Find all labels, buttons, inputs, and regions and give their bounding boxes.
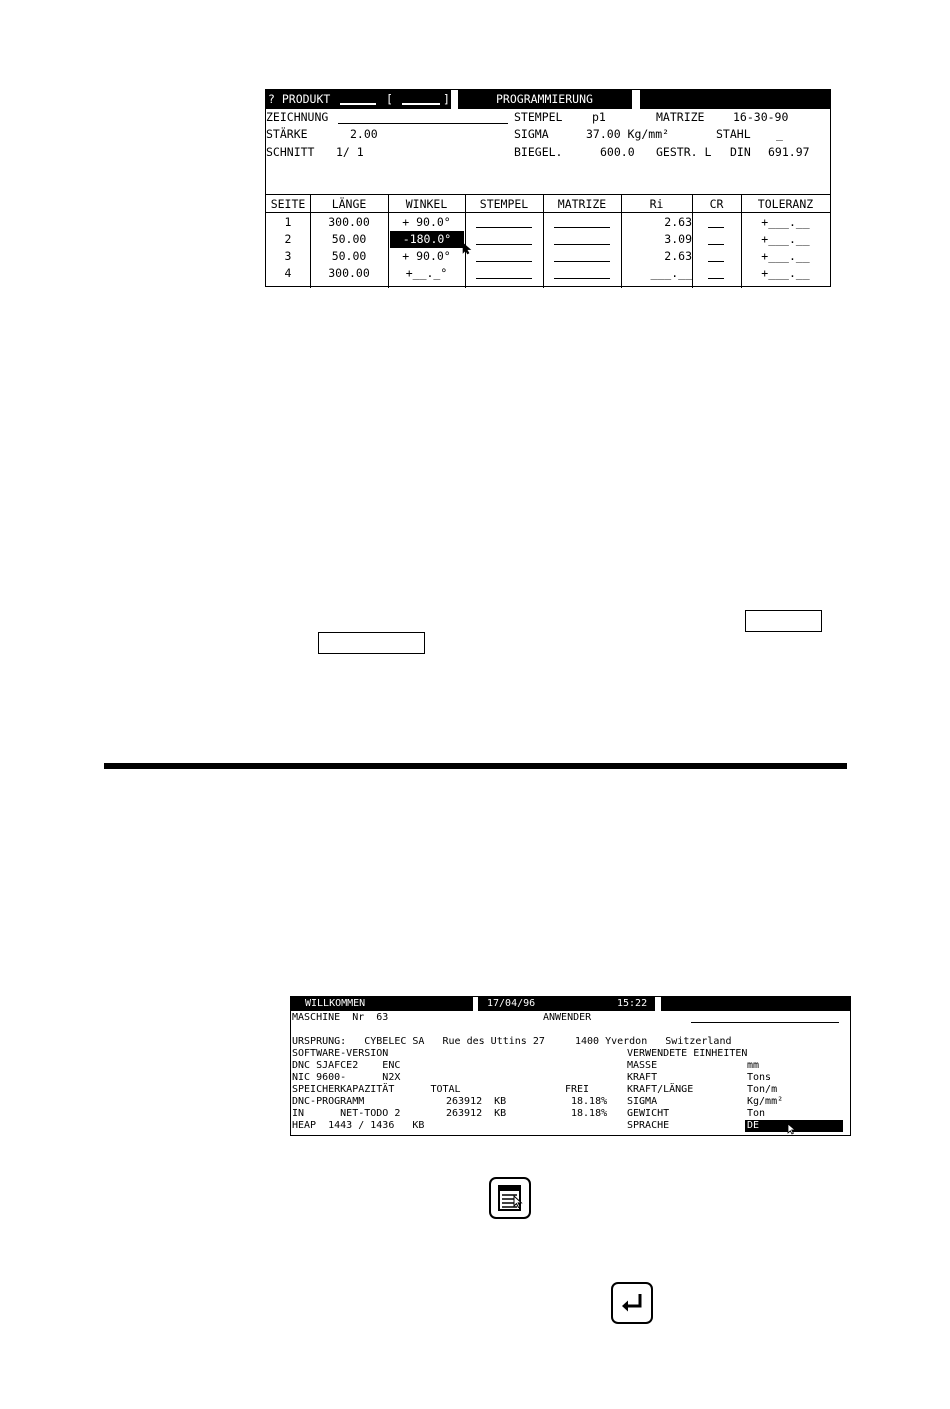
cell-seite: 3 xyxy=(284,249,292,263)
mode-label: PROGRAMMIERUNG xyxy=(496,92,593,106)
produkt-label: ? PRODUKT xyxy=(268,92,331,106)
cell-toleranz[interactable]: +___.__ xyxy=(761,232,810,246)
unit-value-sprache[interactable]: DE xyxy=(747,1120,760,1131)
maschine-line: MASCHINE Nr 63 xyxy=(292,1012,389,1023)
section-divider xyxy=(104,763,847,769)
staerke-value[interactable]: 2.00 xyxy=(350,127,378,141)
in-line: IN NET-TODO 2 xyxy=(292,1108,401,1119)
din-value[interactable]: 691.97 xyxy=(768,145,810,159)
mouse-cursor-icon xyxy=(787,1123,797,1135)
col-header-ri: Ri xyxy=(649,197,664,211)
willkommen-label: WILLKOMMEN xyxy=(305,998,366,1009)
col-header-toleranz: TOLERANZ xyxy=(757,197,814,211)
stempel-label: STEMPEL xyxy=(514,110,563,124)
col-header-cr: CR xyxy=(709,197,724,211)
key-label-box-left xyxy=(318,632,425,654)
dnc-programm-total: 263912 KB xyxy=(446,1096,507,1107)
screen2-title-bar xyxy=(291,997,850,1011)
unit-label-gewicht: GEWICHT xyxy=(627,1108,670,1119)
cell-seite: 2 xyxy=(284,232,292,246)
unit-value-masse[interactable]: mm xyxy=(747,1060,760,1071)
title-gap xyxy=(451,90,458,109)
speicher-line: SPEICHERKAPAZITÄT TOTAL xyxy=(292,1084,461,1095)
cell-matrize[interactable] xyxy=(554,278,610,279)
cell-stempel[interactable] xyxy=(476,261,532,262)
unit-label-kraft: KRAFT xyxy=(627,1072,658,1083)
screen1-title-bar xyxy=(266,90,830,109)
biegel-label: BIEGEL. xyxy=(514,145,563,159)
cell-ri[interactable]: 3.09 xyxy=(664,232,692,246)
date-label: 17/04/96 xyxy=(487,998,536,1009)
col-header-matrize: MATRIZE xyxy=(557,197,607,211)
programmierung-screen xyxy=(265,89,831,287)
cell-toleranz[interactable]: +___.__ xyxy=(761,249,810,263)
cell-toleranz[interactable]: +___.__ xyxy=(761,215,810,229)
willkommen-screen xyxy=(290,996,851,1136)
cell-ri[interactable]: 2.63 xyxy=(664,249,692,263)
produkt-field[interactable] xyxy=(340,103,376,105)
col-header-winkel: WINKEL xyxy=(405,197,448,211)
din-label: DIN xyxy=(730,145,751,159)
cell-toleranz[interactable]: +___.__ xyxy=(761,266,810,280)
matrize-label: MATRIZE xyxy=(656,110,705,124)
anwender-label: ANWENDER xyxy=(543,1012,592,1023)
unit-label-masse: MASSE xyxy=(627,1060,658,1071)
cell-matrize[interactable] xyxy=(554,244,610,245)
cell-cr[interactable] xyxy=(708,227,724,228)
cell-laenge[interactable]: 50.00 xyxy=(331,232,367,246)
in-frei: 18.18% xyxy=(571,1108,608,1119)
unit-value-kraft[interactable]: Tons xyxy=(747,1072,772,1083)
produkt-sub-field[interactable] xyxy=(402,103,440,105)
cell-winkel[interactable]: +__._° xyxy=(405,266,448,280)
cell-stempel[interactable] xyxy=(476,278,532,279)
col-header-stempel: STEMPEL xyxy=(479,197,529,211)
cell-laenge[interactable]: 50.00 xyxy=(331,249,367,263)
bracket-open: [ xyxy=(386,92,393,106)
unit-value-gewicht[interactable]: Ton xyxy=(747,1108,766,1119)
dnc-line: DNC SJAFCE2 ENC xyxy=(292,1060,401,1071)
biegel-value[interactable]: 600.0 xyxy=(600,145,635,159)
sigma-label: SIGMA xyxy=(514,127,549,141)
title-gap xyxy=(473,997,478,1011)
bracket-close: ] xyxy=(443,92,450,106)
cell-cr[interactable] xyxy=(708,244,724,245)
in-total: 263912 KB xyxy=(446,1108,507,1119)
zeichnung-label: ZEICHNUNG xyxy=(266,110,329,124)
title-gap-2 xyxy=(655,997,661,1011)
sigma-value[interactable]: 37.00 Kg/mm² xyxy=(586,127,670,141)
cell-seite: 4 xyxy=(284,266,292,280)
staerke-label: STÄRKE xyxy=(266,127,308,141)
cell-cr[interactable] xyxy=(708,278,724,279)
cell-laenge[interactable]: 300.00 xyxy=(328,215,370,229)
zeichnung-field[interactable] xyxy=(338,123,508,124)
col-header-laenge: LÄNGE xyxy=(331,197,367,211)
dnc-programm-frei: 18.18% xyxy=(571,1096,608,1107)
stahl-value[interactable]: _ xyxy=(776,127,783,141)
cell-ri[interactable]: ___.__ xyxy=(650,266,692,280)
anwender-field[interactable] xyxy=(691,1022,839,1023)
heap-line: HEAP 1443 / 1436 KB xyxy=(292,1120,425,1131)
unit-value-sigma[interactable]: Kg/mm² xyxy=(747,1096,784,1107)
time-label: 15:22 xyxy=(617,998,648,1009)
unit-label-sprache: SPRACHE xyxy=(627,1120,670,1131)
bend-table xyxy=(266,194,830,288)
matrize-value[interactable]: 16-30-90 xyxy=(733,110,789,124)
unit-label-kraft-laenge: KRAFT/LÄNGE xyxy=(627,1084,694,1095)
frei-label: FREI xyxy=(565,1084,590,1095)
stahl-label: STAHL xyxy=(716,127,751,141)
cell-laenge[interactable]: 300.00 xyxy=(328,266,370,280)
title-gap-2 xyxy=(632,90,640,109)
enter-key-icon xyxy=(613,1284,651,1322)
cell-stempel[interactable] xyxy=(476,227,532,228)
software-version-label: SOFTWARE-VERSION xyxy=(292,1048,389,1059)
cell-winkel-selected[interactable]: -180.0° xyxy=(390,231,464,248)
cell-matrize[interactable] xyxy=(554,261,610,262)
enter-key[interactable] xyxy=(611,1282,653,1324)
cell-winkel[interactable]: + 90.0° xyxy=(402,215,451,229)
units-title: VERWENDETE EINHEITEN xyxy=(627,1048,748,1059)
unit-label-sigma: SIGMA xyxy=(627,1096,658,1107)
schnitt-label: SCHNITT xyxy=(266,145,315,159)
cell-stempel[interactable] xyxy=(476,244,532,245)
gestr-label: GESTR. L xyxy=(656,145,712,159)
cell-seite: 1 xyxy=(284,215,292,229)
stempel-value[interactable]: p1 xyxy=(592,110,606,124)
schnitt-value[interactable]: 1/ 1 xyxy=(336,145,364,159)
menu-key-icon xyxy=(491,1179,529,1217)
ursprung-line: URSPRUNG: CYBELEC SA Rue des Uttins 27 1400 Yverdon Switzerland xyxy=(292,1036,732,1047)
dnc-programm-label: DNC-PROGRAMM xyxy=(292,1096,365,1107)
key-label-box-right xyxy=(745,610,822,632)
header-separator xyxy=(266,212,830,213)
cell-ri[interactable]: 2.63 xyxy=(664,215,692,229)
menu-key[interactable] xyxy=(489,1177,531,1219)
cell-matrize[interactable] xyxy=(554,227,610,228)
cell-winkel[interactable]: + 90.0° xyxy=(402,249,451,263)
nic-line: NIC 9600- N2X xyxy=(292,1072,401,1083)
cell-cr[interactable] xyxy=(708,261,724,262)
col-header-seite: SEITE xyxy=(270,197,306,211)
unit-value-kraft-laenge[interactable]: Ton/m xyxy=(747,1084,778,1095)
